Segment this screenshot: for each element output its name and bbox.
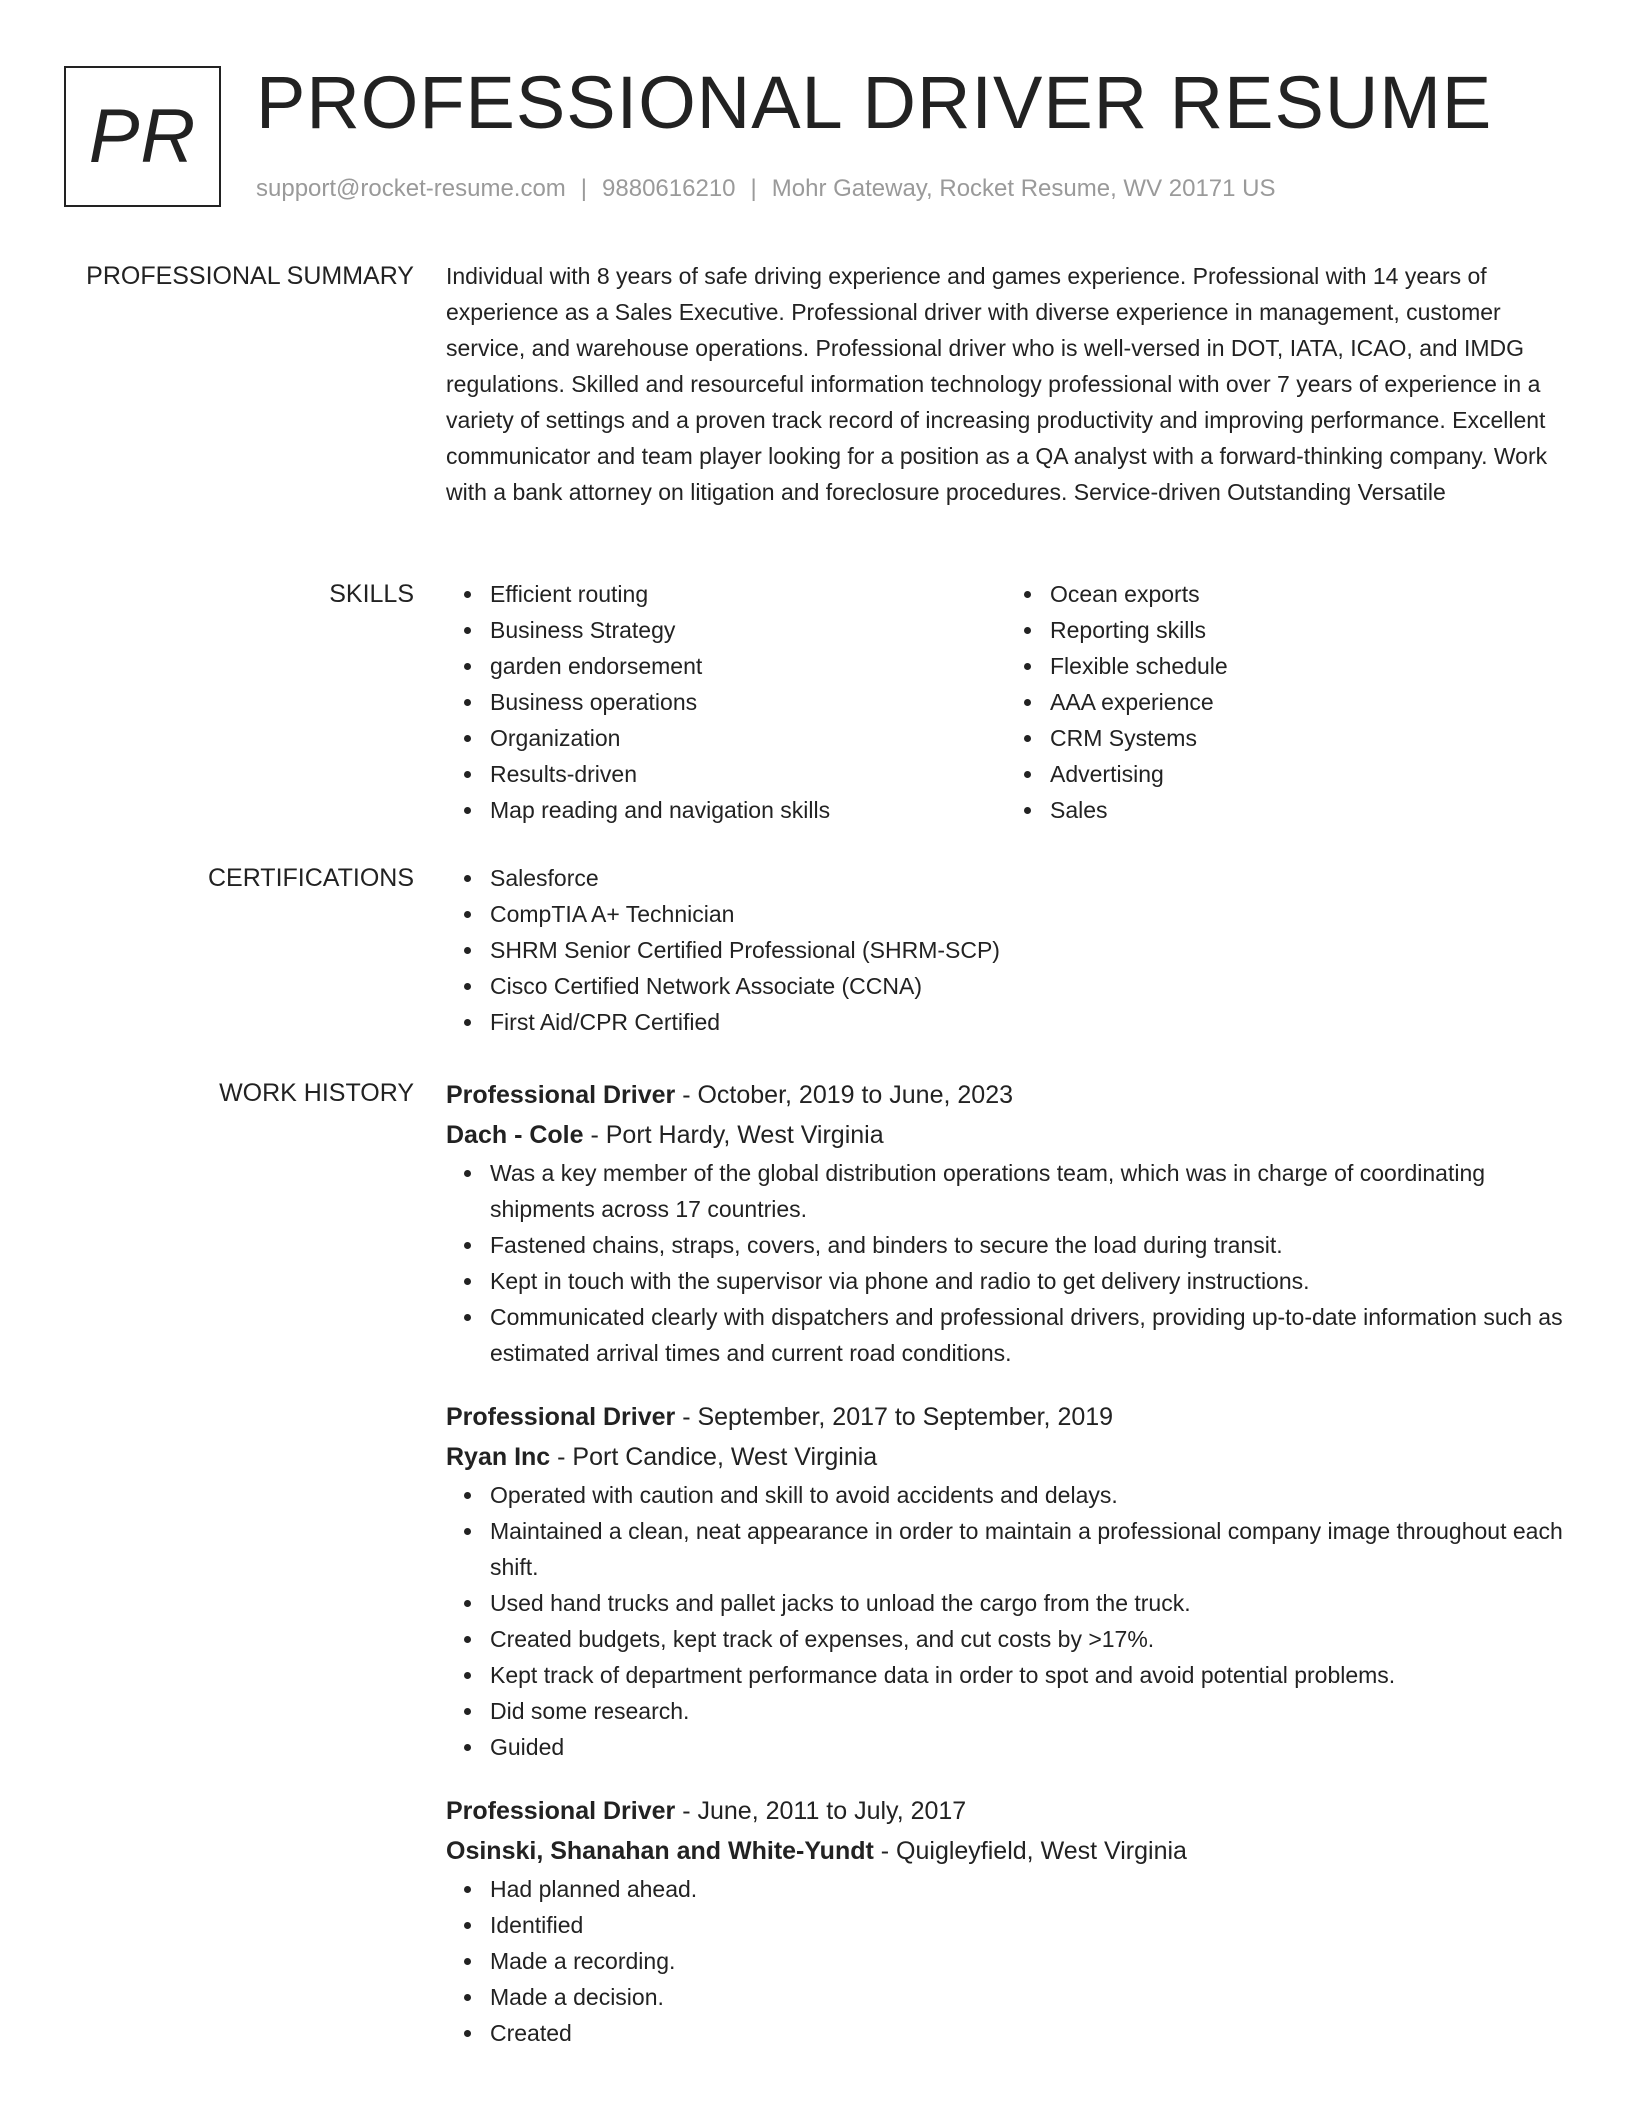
job-duty: Kept in touch with the supervisor via phone and radio to get delivery instructions. — [490, 1263, 1564, 1299]
job-title-line — [446, 1791, 1566, 1831]
skill-item: Sales — [1050, 792, 1566, 828]
work-history-heading: WORK HISTORY — [219, 1079, 414, 1107]
work-history-body — [446, 1075, 1566, 2077]
summary-text: Individual with 8 years of safe driving experience and games experience. Professional with 14 years of experience as a Sales Executive. Professional driver with diverse experience in management, customer service, and warehouse operations. Professional driver who is well-versed in DOT, IATA, ICAO, and IMDG regulations. Skilled and resourceful information technology professional with over 7 years of experience in a variety of settings and a proven track record of increasing productivity and improving performance. Excellent communicator and team player looking for a position as a QA analyst with a forward-thinking company. Work with a bank attorney on litigation and foreclosure procedures. Service-driven Outstanding Versatile — [446, 263, 1548, 505]
job-title: Professional Driver — [446, 1797, 676, 1825]
job-duty: Was a key member of the global distribution operations team, which was in charge of coordinating shipments across 17 countries. — [490, 1155, 1564, 1227]
certification-item: CompTIA A+ Technician — [490, 896, 1566, 932]
skills-columns — [446, 576, 1566, 828]
job-dates: - October, 2019 to June, 2023 — [675, 1081, 1013, 1109]
certification-item: Cisco Certified Network Associate (CCNA) — [490, 968, 1566, 1004]
certifications-heading: CERTIFICATIONS — [207, 864, 414, 892]
job-dates: - June, 2011 to July, 2017 — [675, 1797, 967, 1825]
contact-line — [256, 172, 1276, 206]
skill-item: Organization — [490, 720, 1006, 756]
skill-item: Business operations — [490, 684, 1006, 720]
job-title: Professional Driver — [446, 1403, 676, 1431]
skills-list-left — [446, 576, 1006, 828]
skills-heading: SKILLS — [329, 580, 414, 608]
job-company: Osinski, Shanahan and White-Yundt — [446, 1837, 874, 1865]
page-title: PROFESSIONAL DRIVER RESUME — [256, 61, 1493, 144]
certification-item: SHRM Senior Certified Professional (SHRM-SCP) — [490, 932, 1566, 968]
certifications-body — [446, 860, 1566, 1040]
job-duty: Operated with caution and skill to avoid accidents and delays. — [490, 1477, 1564, 1513]
job-title: Professional Driver — [446, 1081, 676, 1109]
job-title-line — [446, 1397, 1566, 1437]
skills-body — [446, 576, 1566, 828]
job-location: - Port Hardy, West Virginia — [583, 1121, 884, 1149]
certification-item: Salesforce — [490, 860, 1566, 896]
certifications-list — [446, 860, 1566, 1040]
skill-item: Efficient routing — [490, 576, 1006, 612]
skill-item: Map reading and navigation skills — [490, 792, 1006, 828]
certification-item: First Aid/CPR Certified — [490, 1004, 1566, 1040]
job-company: Ryan Inc — [446, 1443, 551, 1471]
job-duty: Identified — [490, 1907, 1564, 1943]
job-duty: Fastened chains, straps, covers, and binders to secure the load during transit. — [490, 1227, 1564, 1263]
contact-address: Mohr Gateway, Rocket Resume, WV 20171 US — [771, 175, 1276, 202]
summary-body — [446, 258, 1566, 510]
skills-list-right — [1006, 576, 1566, 828]
job-duties-list — [446, 1155, 1566, 1371]
skill-item: garden endorsement — [490, 648, 1006, 684]
job-duty: Had planned ahead. — [490, 1871, 1564, 1907]
skill-item: Flexible schedule — [1050, 648, 1566, 684]
skill-item: Results-driven — [490, 756, 1006, 792]
job-duties-list — [446, 1871, 1566, 2051]
job-duty: Created — [490, 2015, 1564, 2051]
job-duty: Communicated clearly with dispatchers and professional drivers, providing up-to-date information such as estimated arrival times and current road conditions. — [490, 1299, 1564, 1371]
job-entry — [446, 1791, 1566, 2051]
skill-item: CRM Systems — [1050, 720, 1566, 756]
job-title-line — [446, 1075, 1566, 1115]
skill-item: Reporting skills — [1050, 612, 1566, 648]
job-location: - Quigleyfield, West Virginia — [873, 1837, 1187, 1865]
skill-item: Business Strategy — [490, 612, 1006, 648]
job-duties-list — [446, 1477, 1566, 1765]
job-dates: - September, 2017 to September, 2019 — [675, 1403, 1114, 1431]
job-company-line — [446, 1831, 1566, 1871]
skill-item: Advertising — [1050, 756, 1566, 792]
contact-separator: | — [750, 175, 757, 202]
skill-item: Ocean exports — [1050, 576, 1566, 612]
monogram-logo: PR — [64, 66, 221, 207]
job-duty: Made a recording. — [490, 1943, 1564, 1979]
job-company-line — [446, 1437, 1566, 1477]
job-entry — [446, 1397, 1566, 1765]
job-duty: Used hand trucks and pallet jacks to unload the cargo from the truck. — [490, 1585, 1564, 1621]
contact-separator: | — [580, 175, 588, 202]
summary-heading: PROFESSIONAL SUMMARY — [86, 262, 414, 290]
job-duty: Created budgets, kept track of expenses, and cut costs by >17%. — [490, 1621, 1564, 1657]
job-duty: Kept track of department performance data in order to spot and avoid potential problems. — [490, 1657, 1564, 1693]
job-entry — [446, 1075, 1566, 1371]
job-company: Dach - Cole — [446, 1121, 584, 1149]
job-duty: Did some research. — [490, 1693, 1564, 1729]
job-company-line — [446, 1115, 1566, 1155]
job-duty: Maintained a clean, neat appearance in order to maintain a professional company image throughout each shift. — [490, 1513, 1564, 1585]
job-duty: Made a decision. — [490, 1979, 1564, 2015]
contact-phone: 9880616210 — [602, 175, 736, 202]
job-duty: Guided — [490, 1729, 1564, 1765]
contact-email: support@rocket-resume.com — [256, 175, 566, 202]
skill-item: AAA experience — [1050, 684, 1566, 720]
job-location: - Port Candice, West Virginia — [550, 1443, 878, 1471]
